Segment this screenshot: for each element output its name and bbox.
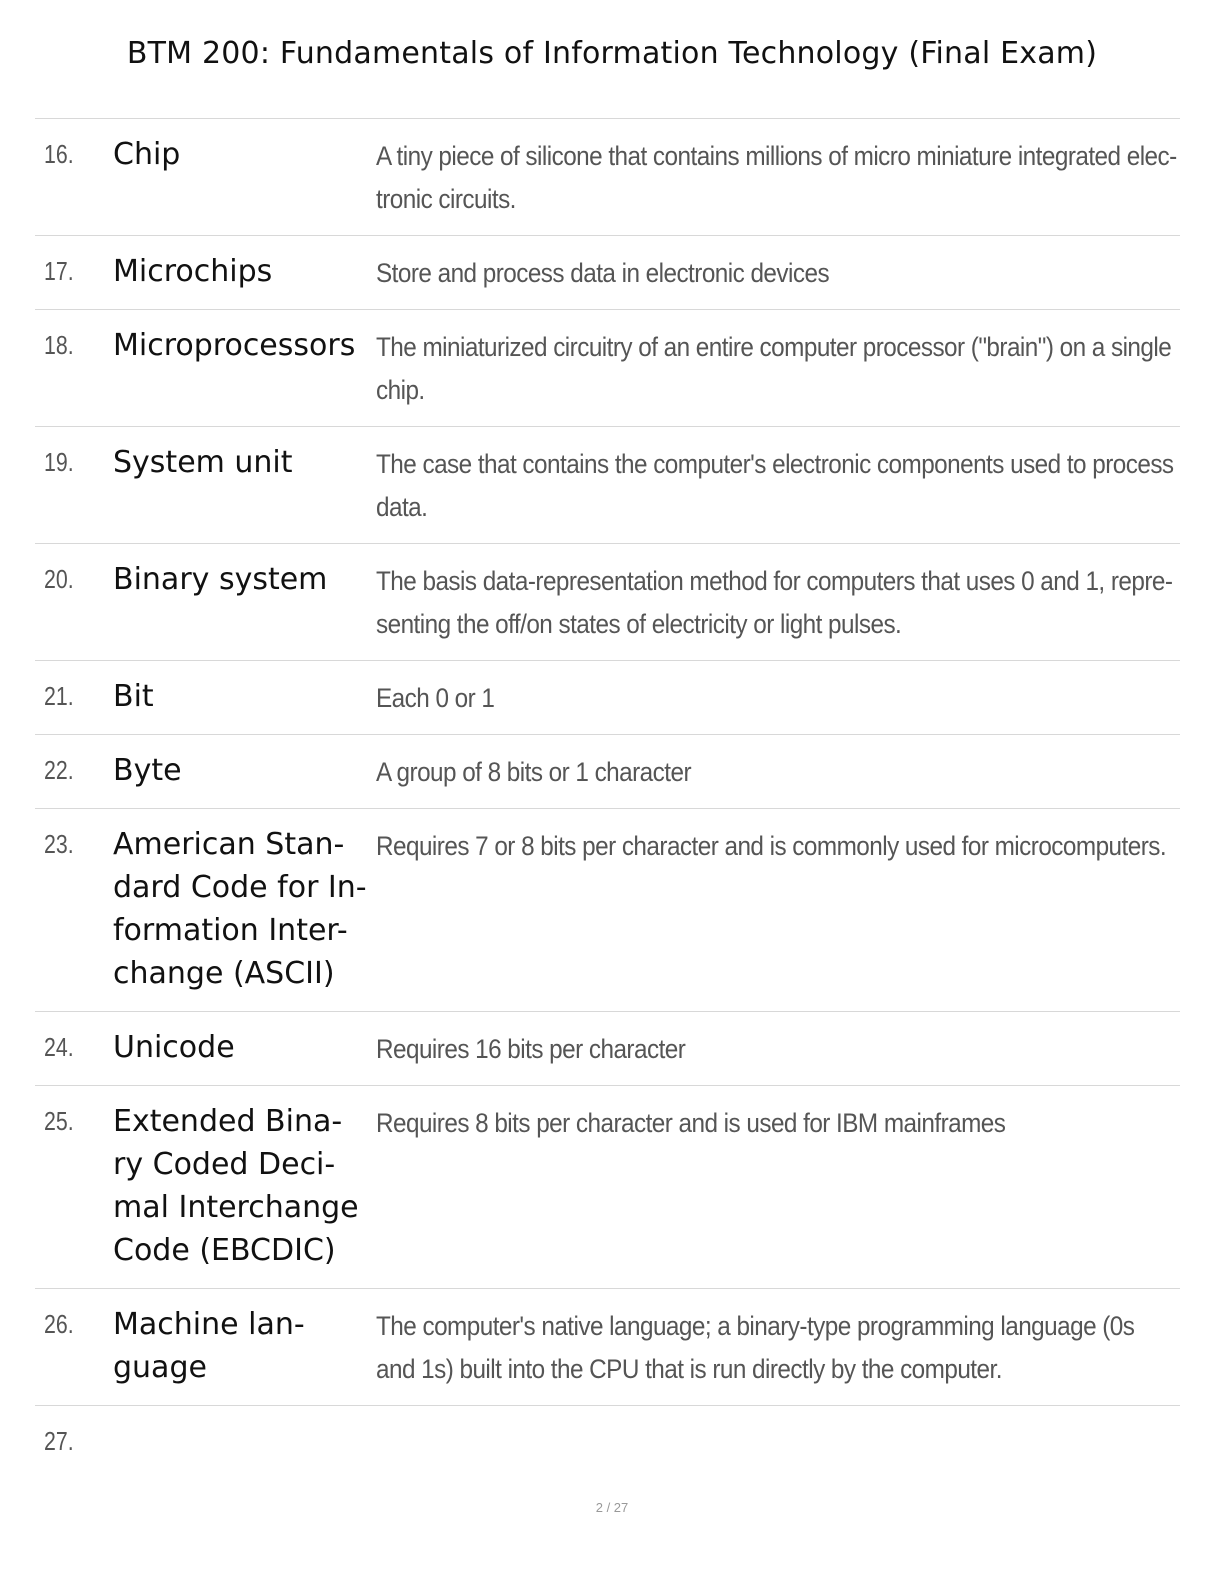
item-number: 25.: [44, 1106, 74, 1136]
term-label: Unicode: [113, 1030, 235, 1065]
term-definition: A group of 8 bits or 1 character: [376, 757, 692, 787]
term-label: Chip: [113, 137, 181, 172]
list-item: [35, 427, 1180, 544]
list-item: [35, 661, 1180, 735]
item-number: 17.: [44, 256, 74, 286]
term-label: Bit: [113, 679, 154, 714]
term-label: Machine lan-guage: [113, 1307, 305, 1385]
item-number: 22.: [44, 755, 74, 785]
page-title: BTM 200: Fundamentals of Information Technology (Final Exam): [126, 36, 1098, 71]
item-number: 19.: [44, 447, 74, 477]
term-definition: The basis data-representation method for computers that uses 0 and 1, repre-senting the off/on states of electricity or light pulses.: [376, 566, 1173, 639]
list-item: [35, 1086, 1180, 1289]
term-definition: The case that contains the computer's electronic components used to process data.: [376, 449, 1174, 522]
term-definition: Each 0 or 1: [376, 683, 495, 713]
item-number: 23.: [44, 829, 74, 859]
term-label: Byte: [113, 753, 182, 788]
term-label: System unit: [113, 445, 293, 480]
term-label: Microchips: [113, 254, 273, 289]
term-label: Binary system: [113, 562, 328, 597]
term-list: [35, 118, 1180, 1476]
item-number: 16.: [44, 139, 74, 169]
list-item: [35, 544, 1180, 661]
list-item: [35, 310, 1180, 427]
term-definition: The miniaturized circuitry of an entire computer processor ("brain") on a single chip.: [376, 332, 1172, 405]
term-definition: Store and process data in electronic devices: [376, 258, 830, 288]
term-label: Microprocessors: [113, 328, 356, 363]
term-definition: The computer's native language; a binary-type programming language (0s and 1s) built into the CPU that is run directly by the computer.: [376, 1311, 1135, 1384]
term-label: American Stan-dard Code for In-formation Inter-change (ASCII): [113, 827, 367, 991]
list-item: [35, 1012, 1180, 1086]
item-number: 27.: [44, 1426, 74, 1456]
term-definition: Requires 7 or 8 bits per character and is commonly used for microcomputers.: [376, 831, 1167, 861]
term-definition: Requires 16 bits per character: [376, 1034, 686, 1064]
page-number: 2 / 27: [595, 1500, 629, 1515]
list-item: [35, 809, 1180, 1012]
list-item: [35, 1406, 1180, 1476]
list-item: [35, 119, 1180, 236]
list-item: [35, 1289, 1180, 1406]
item-number: 21.: [44, 681, 74, 711]
item-number: 26.: [44, 1309, 74, 1339]
item-number: 18.: [44, 330, 74, 360]
term-definition: A tiny piece of silicone that contains millions of micro miniature integrated elec-tronic circuits.: [376, 141, 1177, 214]
list-item: [35, 236, 1180, 310]
term-definition: Requires 8 bits per character and is used for IBM mainframes: [376, 1108, 1006, 1138]
item-number: 20.: [44, 564, 74, 594]
term-label: Extended Bina-ry Coded Deci-mal Interchange Code (EBCDIC): [113, 1104, 359, 1268]
list-item: [35, 735, 1180, 809]
item-number: 24.: [44, 1032, 74, 1062]
